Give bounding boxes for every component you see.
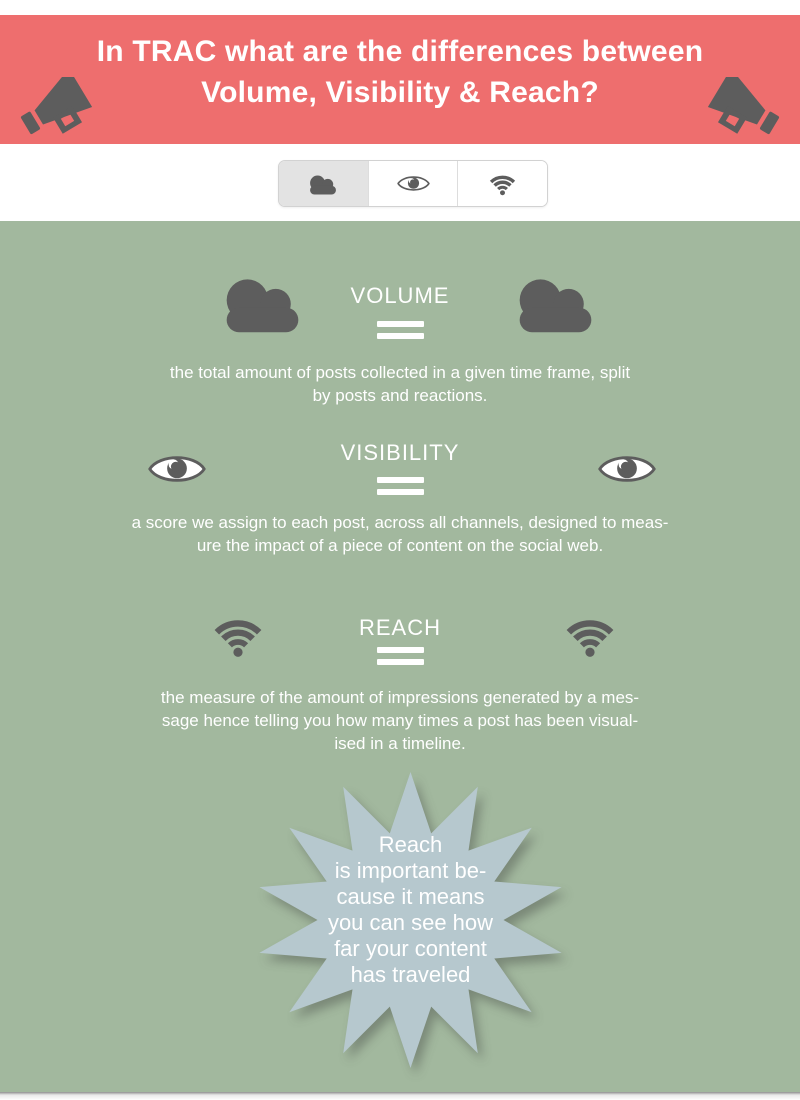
eye-icon: [397, 173, 430, 194]
starburst-line: cause it means: [336, 884, 485, 909]
desc-line: the measure of the amount of impressions generated by a mes-: [160, 688, 640, 707]
starburst-line: Reach: [378, 832, 443, 857]
starburst-callout: [253, 770, 568, 1070]
desc-line: ure the impact of a piece of content on the social web.: [196, 536, 604, 555]
starburst-text: [253, 832, 568, 988]
equals-sign: [0, 647, 800, 665]
starburst-line: is important be-: [334, 858, 487, 883]
volume-description: [90, 361, 710, 407]
header-banner: [0, 15, 800, 144]
volume-heading: VOLUME: [350, 283, 450, 308]
infographic-body: [0, 221, 800, 1092]
volume-tab-button[interactable]: [279, 161, 368, 206]
starburst-line: far your content: [334, 936, 487, 961]
icon-toolbar: [0, 144, 800, 221]
desc-line: by posts and reactions.: [312, 386, 488, 405]
desc-line: sage hence telling you how many times a post has been visual-: [161, 711, 639, 730]
view-toggle-group: [278, 160, 548, 207]
visibility-tab-button[interactable]: [368, 161, 458, 206]
desc-line: the total amount of posts collected in a given time frame, split: [169, 363, 631, 382]
page-title: [0, 31, 800, 113]
reach-heading: REACH: [358, 615, 441, 640]
cloud-icon: [306, 172, 340, 196]
equals-sign: [0, 321, 800, 339]
starburst-line: you can see how: [327, 910, 494, 935]
desc-line: ised in a timeline.: [334, 734, 466, 753]
desc-line: a score we assign to each post, across all channels, designed to meas-: [131, 513, 669, 532]
visibility-description: [90, 511, 710, 557]
reach-tab-button[interactable]: [457, 161, 547, 206]
megaphone-icon: [694, 77, 782, 141]
title-line-1: In TRAC what are the differences between: [96, 35, 704, 68]
starburst-line: has traveled: [350, 962, 471, 987]
visibility-heading: VISIBILITY: [340, 440, 460, 465]
title-line-2: Volume, Visibility & Reach?: [201, 76, 599, 109]
page-bottom-edge: [0, 1092, 800, 1100]
reach-description: [90, 686, 710, 755]
wifi-icon: [487, 171, 518, 196]
equals-sign: [0, 477, 800, 495]
